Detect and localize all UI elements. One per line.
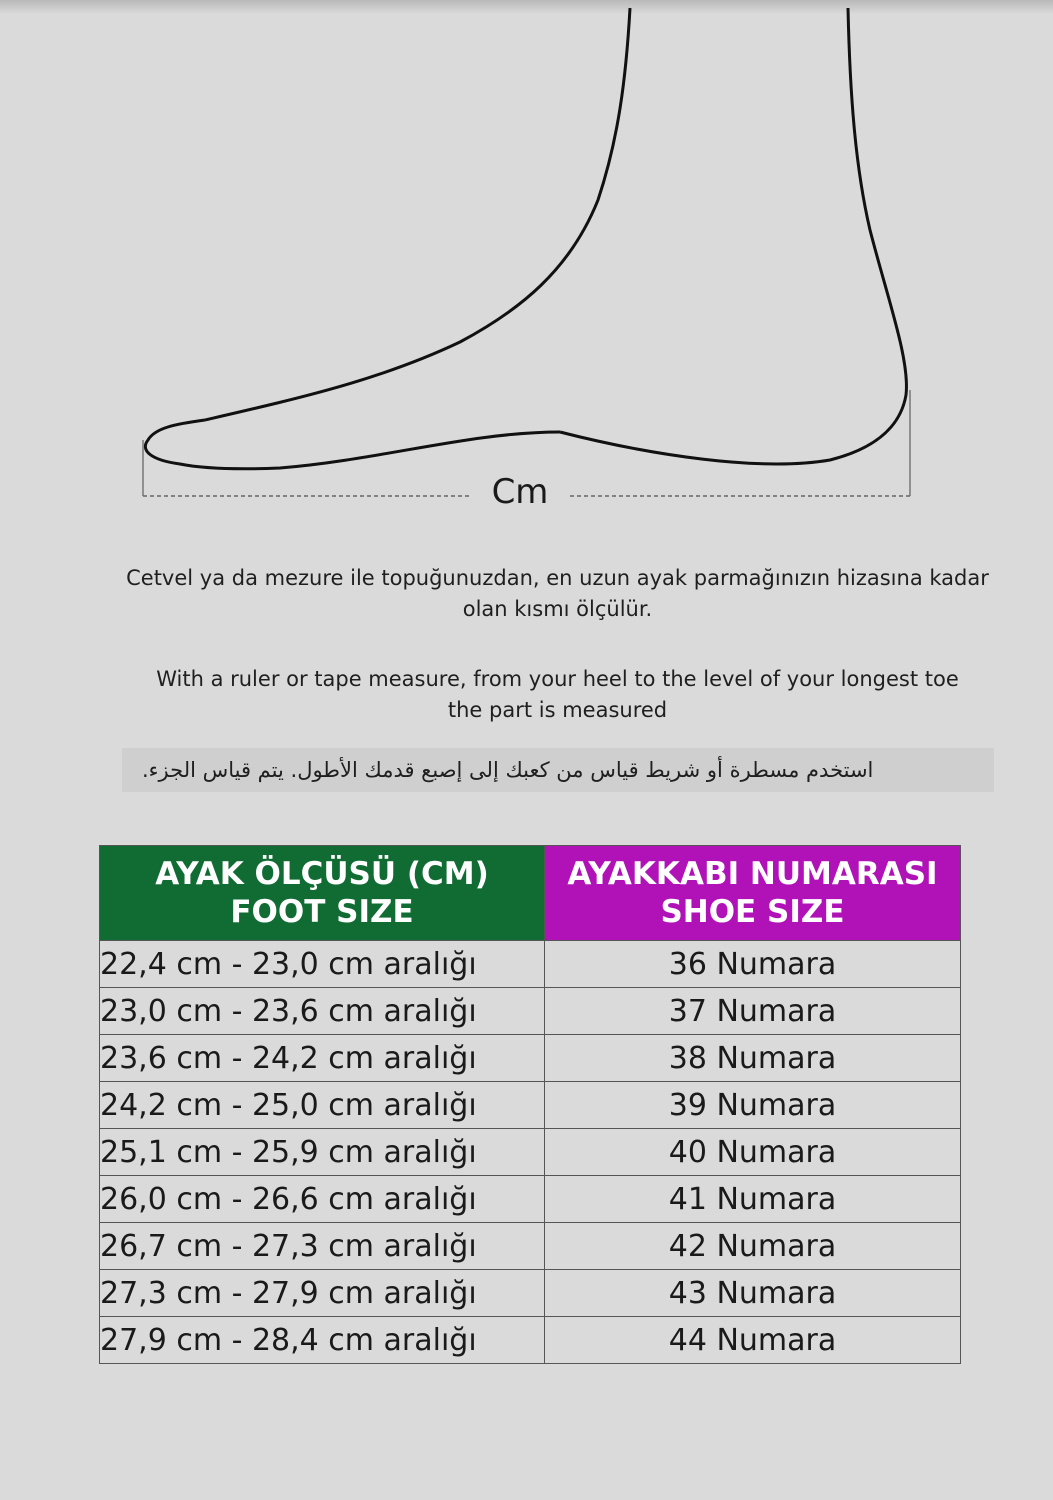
shoe-size-cell: 41 Numara <box>545 1176 961 1223</box>
instruction-english-line2: the part is measured <box>447 698 668 722</box>
foot-sole-outline <box>145 420 560 469</box>
foot-size-range-cell: 27,3 cm - 27,9 cm aralığı <box>100 1270 545 1317</box>
table-row <box>100 1082 961 1129</box>
shoe-size-cell: 44 Numara <box>545 1317 961 1364</box>
foot-size-range-cell: 27,9 cm - 28,4 cm aralığı <box>100 1317 545 1364</box>
instruction-turkish <box>80 563 1035 625</box>
foot-size-range-cell: 22,4 cm - 23,0 cm aralığı <box>100 941 545 988</box>
table-row <box>100 1223 961 1270</box>
foot-size-range-cell: 25,1 cm - 25,9 cm aralığı <box>100 1129 545 1176</box>
shoe-size-cell: 42 Numara <box>545 1223 961 1270</box>
shoe-size-cell: 36 Numara <box>545 941 961 988</box>
header-shoe-size-line1: AYAKKABI NUMARASI <box>567 856 938 892</box>
shoe-size-cell: 43 Numara <box>545 1270 961 1317</box>
table-row <box>100 1035 961 1082</box>
header-shoe-size-line2: SHOE SIZE <box>660 894 845 930</box>
instruction-turkish-line1: Cetvel ya da mezure ile topuğunuzdan, en uzun ayak parmağınızın hizasına kadar <box>126 566 989 590</box>
table-row <box>100 1129 961 1176</box>
instruction-english <box>80 664 1035 726</box>
header-foot-size-line2: FOOT SIZE <box>230 894 414 930</box>
foot-size-range-cell: 23,0 cm - 23,6 cm aralığı <box>100 988 545 1035</box>
size-chart-table <box>99 845 961 1364</box>
header-foot-size <box>100 846 545 941</box>
header-foot-size-line1: AYAK ÖLÇÜSÜ (CM) <box>155 856 489 892</box>
table-row <box>100 1176 961 1223</box>
table-row <box>100 1317 961 1364</box>
foot-size-range-cell: 23,6 cm - 24,2 cm aralığı <box>100 1035 545 1082</box>
table-row <box>100 941 961 988</box>
table-row <box>100 1270 961 1317</box>
instruction-arabic: استخدم مسطرة أو شريط قياس من كعبك إلى إصبع قدمك الأطول. يتم قياس الجزء. <box>122 748 994 792</box>
foot-heel-outline <box>560 8 906 464</box>
header-shoe-size <box>545 846 961 941</box>
table-row <box>100 988 961 1035</box>
foot-size-range-cell: 26,7 cm - 27,3 cm aralığı <box>100 1223 545 1270</box>
measure-unit-label: Cm <box>470 472 570 512</box>
shoe-size-cell: 39 Numara <box>545 1082 961 1129</box>
shoe-size-cell: 40 Numara <box>545 1129 961 1176</box>
foot-outline-illustration <box>0 0 1053 540</box>
foot-size-range-cell: 24,2 cm - 25,0 cm aralığı <box>100 1082 545 1129</box>
instruction-turkish-line2: olan kısmı ölçülür. <box>462 597 653 621</box>
table-header-row <box>100 846 961 941</box>
shoe-size-cell: 38 Numara <box>545 1035 961 1082</box>
foot-size-range-cell: 26,0 cm - 26,6 cm aralığı <box>100 1176 545 1223</box>
shoe-size-cell: 37 Numara <box>545 988 961 1035</box>
foot-top-outline <box>205 8 630 420</box>
instruction-english-line1: With a ruler or tape measure, from your heel to the level of your longest toe <box>156 667 959 691</box>
